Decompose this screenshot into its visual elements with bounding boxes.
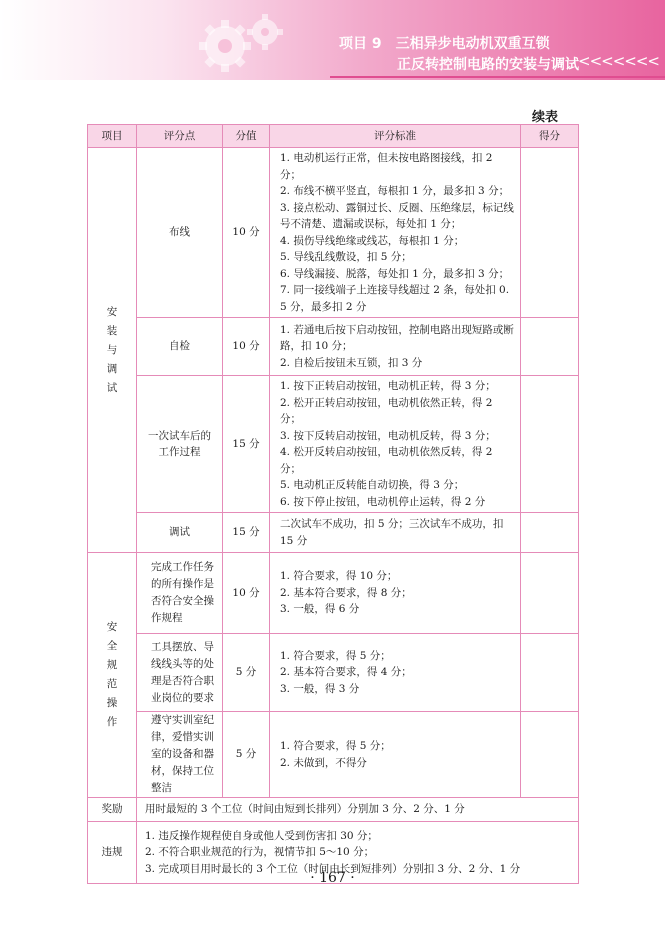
page-header	[0, 0, 665, 80]
table-row	[88, 513, 579, 553]
table-row	[88, 148, 579, 318]
violation-label: 违规	[88, 822, 137, 884]
criteria-line: 3. 一般，得 3 分	[280, 682, 360, 695]
header-title-line-1: 三相异步电动机双重互锁	[395, 36, 550, 52]
criteria-cell	[270, 712, 521, 798]
table-row	[88, 376, 579, 513]
score-blank-cell	[521, 148, 579, 318]
score-value-cell: 5 分	[223, 712, 270, 798]
criteria-line: 3. 一般，得 6 分	[280, 603, 360, 616]
reward-label: 奖励	[88, 798, 137, 822]
category-label: 安装与调试	[106, 305, 118, 394]
criteria-cell	[270, 513, 521, 553]
chevrons-left-icon: <<<<<<<	[578, 52, 659, 70]
table-row	[88, 318, 579, 376]
point-cell: 遵守实训室纪律，爱惜实训室的设备和器材，保持工位整洁	[137, 712, 223, 798]
criteria-line: 2. 布线不横平竖直，每根扣 1 分，最多扣 3 分；	[280, 185, 510, 197]
header-title-line-2: 正反转控制电路的安装与调试	[397, 57, 579, 73]
continued-label: 续表	[532, 110, 559, 125]
table-row	[88, 553, 579, 634]
criteria-line: 1. 符合要求，得 10 分；	[280, 570, 398, 583]
criteria-line: 4. 松开反转启动按钮，电动机依然反转，得 2 分；	[280, 446, 493, 475]
page-number: · 167 ·	[310, 870, 355, 886]
criteria-line: 2. 自检后按钮未互锁，扣 3 分	[280, 356, 423, 369]
point-cell: 完成工作任务的所有操作是否符合安全操作规程	[137, 553, 223, 634]
gear-decoration-icon	[195, 12, 290, 74]
criteria-line: 2. 未做到，不得分	[280, 756, 367, 769]
table-header-row	[88, 125, 579, 148]
score-blank-cell	[521, 318, 579, 376]
criteria-cell	[270, 553, 521, 634]
criteria-line: 2. 基本符合要求，得 4 分；	[280, 666, 412, 679]
score-value-cell: 15 分	[223, 376, 270, 513]
criteria-cell	[270, 148, 521, 318]
criteria-line: 1. 按下正转启动按钮，电动机正转，得 3 分；	[280, 380, 496, 392]
score-blank-cell	[521, 513, 579, 553]
criteria-line: 7. 同一接线端子上连接导线超过 2 条，每处扣 0. 5 分，最多扣 2 分	[280, 284, 510, 313]
header-rule	[330, 76, 665, 78]
violation-line: 3. 完成项目用时最长的 3 个工位（时间由长到短排列）分别扣 3 分、2 分、1 分	[145, 862, 521, 875]
point-cell: 调试	[137, 513, 223, 553]
criteria-line: 3. 按下反转启动按钮，电动机反转，得 3 分；	[280, 429, 496, 442]
header-cell: 评分标准	[270, 125, 521, 148]
violation-line: 2. 不符合职业规范的行为，视情节扣 5～10 分；	[145, 846, 375, 859]
score-blank-cell	[521, 634, 579, 712]
table-row	[88, 798, 579, 822]
score-blank-cell	[521, 553, 579, 634]
category-cell	[88, 553, 137, 798]
header-cell: 得分	[521, 125, 579, 148]
point-cell: 工具摆放、导线线头等的处理是否符合职业岗位的要求	[137, 634, 223, 712]
criteria-line: 6. 按下停止按钮，电动机停止运转，得 2 分	[280, 495, 486, 508]
header-cell: 评分点	[137, 125, 223, 148]
point-cell: 布线	[137, 148, 223, 318]
criteria-line: 1. 符合要求，得 5 分；	[280, 649, 391, 662]
point-cell: 一次试车后的工作过程	[137, 376, 223, 513]
score-value-cell: 15 分	[223, 513, 270, 553]
criteria-line: 3. 接点松动、露铜过长、反圈、压绝缘层，标记线号不清楚、遗漏或误标，每处扣 1 分；	[280, 201, 514, 230]
header-line-1	[339, 33, 550, 53]
point-cell: 自检	[137, 318, 223, 376]
criteria-line: 6. 导线漏接、脱落，每处扣 1 分，最多扣 3 分；	[280, 267, 510, 280]
header-cell: 分值	[223, 125, 270, 148]
score-value-cell: 10 分	[223, 553, 270, 634]
header-cell: 项目	[88, 125, 137, 148]
category-cell	[88, 148, 137, 553]
criteria-line: 2. 松开正转启动按钮，电动机依然正转，得 2 分；	[280, 396, 493, 425]
project-number: 项目 9	[339, 36, 382, 52]
scoring-table	[87, 124, 579, 884]
criteria-line: 4. 损伤导线绝缘或线芯，每根扣 1 分；	[280, 234, 465, 247]
score-blank-cell	[521, 376, 579, 513]
criteria-line: 5. 导线乱线敷设，扣 5 分；	[280, 251, 412, 263]
criteria-line: 1. 电动机运行正常，但未按电路图接线，扣 2 分；	[280, 152, 493, 181]
criteria-cell	[270, 318, 521, 376]
criteria-line: 2. 基本符合要求，得 8 分；	[280, 586, 412, 599]
reward-text: 用时最短的 3 个工位（时间由短到长排列）分别加 3 分、2 分、1 分	[137, 798, 579, 822]
score-value-cell: 10 分	[223, 148, 270, 318]
score-value-cell: 10 分	[223, 318, 270, 376]
score-blank-cell	[521, 712, 579, 798]
criteria-line: 1. 符合要求，得 5 分；	[280, 740, 391, 752]
criteria-cell	[270, 634, 521, 712]
criteria-line: 二次试车不成功，扣 5 分；三次试车不成功，扣 15 分	[280, 518, 504, 547]
criteria-line: 1. 若通电后按下启动按钮，控制电路出现短路或断路，扣 10 分；	[280, 323, 514, 353]
table-row	[88, 712, 579, 798]
score-value-cell: 5 分	[223, 634, 270, 712]
table-row	[88, 634, 579, 712]
criteria-cell	[270, 376, 521, 513]
violation-line: 1. 违反操作规程使自身或他人受到伤害扣 30 分；	[145, 829, 378, 842]
category-label: 安全规范操作	[106, 621, 118, 728]
criteria-line: 5. 电动机正反转能自动切换，得 3 分；	[280, 479, 465, 491]
